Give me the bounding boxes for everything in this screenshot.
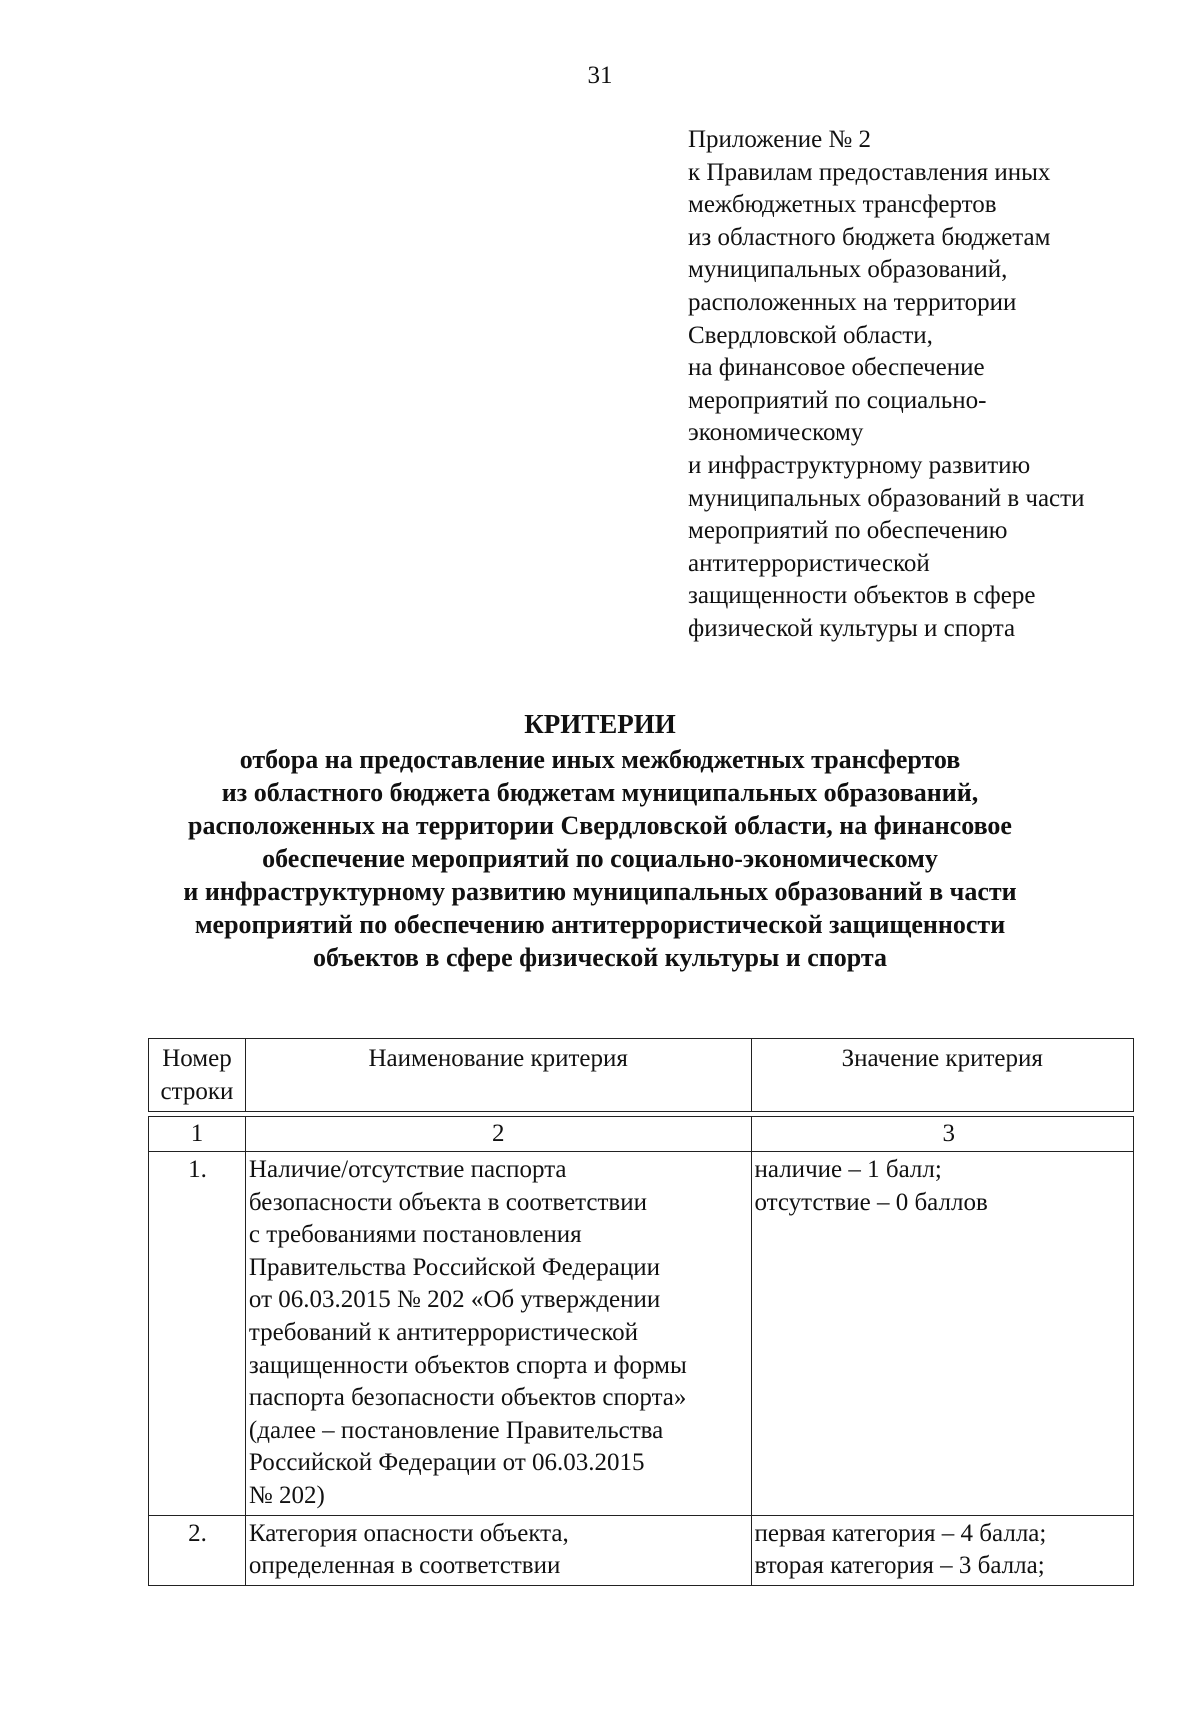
criterion-name-line: паспорта безопасности объектов спорта» bbox=[248, 1384, 687, 1412]
criterion-name-line: защищенности объектов спорта и формы bbox=[248, 1351, 687, 1379]
header-criterion-name: Наименование критерия bbox=[245, 1039, 751, 1112]
appendix-line: мероприятий по обеспечению bbox=[688, 517, 1008, 545]
column-index: 1 bbox=[149, 1117, 246, 1152]
document-title bbox=[0, 708, 1200, 974]
row-number: 2. bbox=[149, 1515, 246, 1585]
column-index: 3 bbox=[751, 1117, 1133, 1152]
column-index: 2 bbox=[245, 1117, 751, 1152]
page-number: 31 bbox=[587, 62, 613, 89]
title-line: обеспечение мероприятий по социально-экономическому bbox=[262, 844, 938, 873]
criterion-value-line: отсутствие – 0 баллов bbox=[754, 1188, 988, 1216]
criterion-value-line: первая категория – 4 балла; bbox=[754, 1519, 1047, 1547]
header-criterion-value: Значение критерия bbox=[751, 1039, 1133, 1112]
appendix-line: антитеррористической bbox=[688, 549, 930, 577]
criterion-value-line: наличие – 1 балл; bbox=[754, 1156, 942, 1183]
title-line: из областного бюджета бюджетам муниципальных образований, bbox=[221, 778, 979, 807]
title-line: расположенных на территории Свердловской области, на финансовое bbox=[188, 811, 1012, 840]
criterion-name-line: № 202) bbox=[248, 1481, 325, 1509]
appendix-line: межбюджетных трансфертов bbox=[688, 191, 997, 219]
criterion-name-line: Наличие/отсутствие паспорта bbox=[248, 1156, 567, 1183]
appendix-line: муниципальных образований, bbox=[688, 256, 1008, 284]
criterion-name-line: Категория опасности объекта, bbox=[248, 1519, 569, 1547]
title-main: КРИТЕРИИ bbox=[524, 709, 676, 739]
title-line: объектов в сфере физической культуры и спорта bbox=[313, 943, 887, 972]
column-index-row bbox=[149, 1117, 1134, 1152]
criterion-name bbox=[245, 1152, 751, 1516]
criterion-name-line: от 06.03.2015 № 202 «Об утверждении bbox=[248, 1286, 661, 1314]
criterion-name bbox=[245, 1515, 751, 1585]
appendix-line: защищенности объектов в сфере bbox=[688, 582, 1036, 610]
row-number: 1. bbox=[149, 1152, 246, 1516]
appendix-line: Приложение № 2 bbox=[688, 126, 872, 153]
criterion-name-line: Правительства Российской Федерации bbox=[248, 1253, 661, 1281]
title-line: отбора на предоставление иных межбюджетных трансфертов bbox=[239, 745, 961, 774]
criterion-name-line: требований к антитеррористической bbox=[248, 1318, 639, 1346]
criterion-name-line: безопасности объекта в соответствии bbox=[248, 1188, 647, 1216]
appendix-line: физической культуры и спорта bbox=[688, 614, 1016, 642]
criterion-name-line: определенная в соответствии bbox=[248, 1552, 561, 1580]
appendix-line: мероприятий по социально- bbox=[688, 386, 987, 414]
criterion-value-line: вторая категория – 3 балла; bbox=[754, 1552, 1045, 1580]
title-line: и инфраструктурному развитию муниципальных образований в части bbox=[183, 877, 1017, 906]
appendix-line: и инфраструктурному развитию bbox=[688, 451, 1031, 479]
appendix-line: расположенных на территории bbox=[688, 288, 1017, 316]
header-num-line: строки bbox=[160, 1077, 234, 1105]
criteria-table bbox=[148, 1038, 1134, 1586]
appendix-line: к Правилам предоставления иных bbox=[688, 158, 1051, 186]
criterion-value bbox=[751, 1515, 1133, 1585]
criterion-name-line: (далее – постановление Правительства bbox=[248, 1416, 664, 1444]
appendix-note bbox=[688, 124, 1168, 646]
appendix-line: из областного бюджета бюджетам bbox=[688, 223, 1051, 251]
appendix-line: на финансовое обеспечение bbox=[688, 354, 985, 382]
title-line: мероприятий по обеспечению антитеррористической защищенности bbox=[194, 910, 1006, 939]
appendix-line: экономическому bbox=[688, 419, 864, 447]
criterion-value bbox=[751, 1152, 1133, 1516]
table-row bbox=[149, 1515, 1134, 1585]
criterion-name-line: с требованиями постановления bbox=[248, 1221, 582, 1249]
appendix-line: муниципальных образований в части bbox=[688, 484, 1085, 512]
table-row bbox=[149, 1152, 1134, 1516]
appendix-line: Свердловской области, bbox=[688, 321, 933, 349]
table-header-row bbox=[149, 1039, 1134, 1112]
header-num-line: Номер bbox=[162, 1045, 232, 1072]
criterion-name-line: Российской Федерации от 06.03.2015 bbox=[248, 1449, 645, 1477]
header-row-number bbox=[149, 1039, 246, 1112]
